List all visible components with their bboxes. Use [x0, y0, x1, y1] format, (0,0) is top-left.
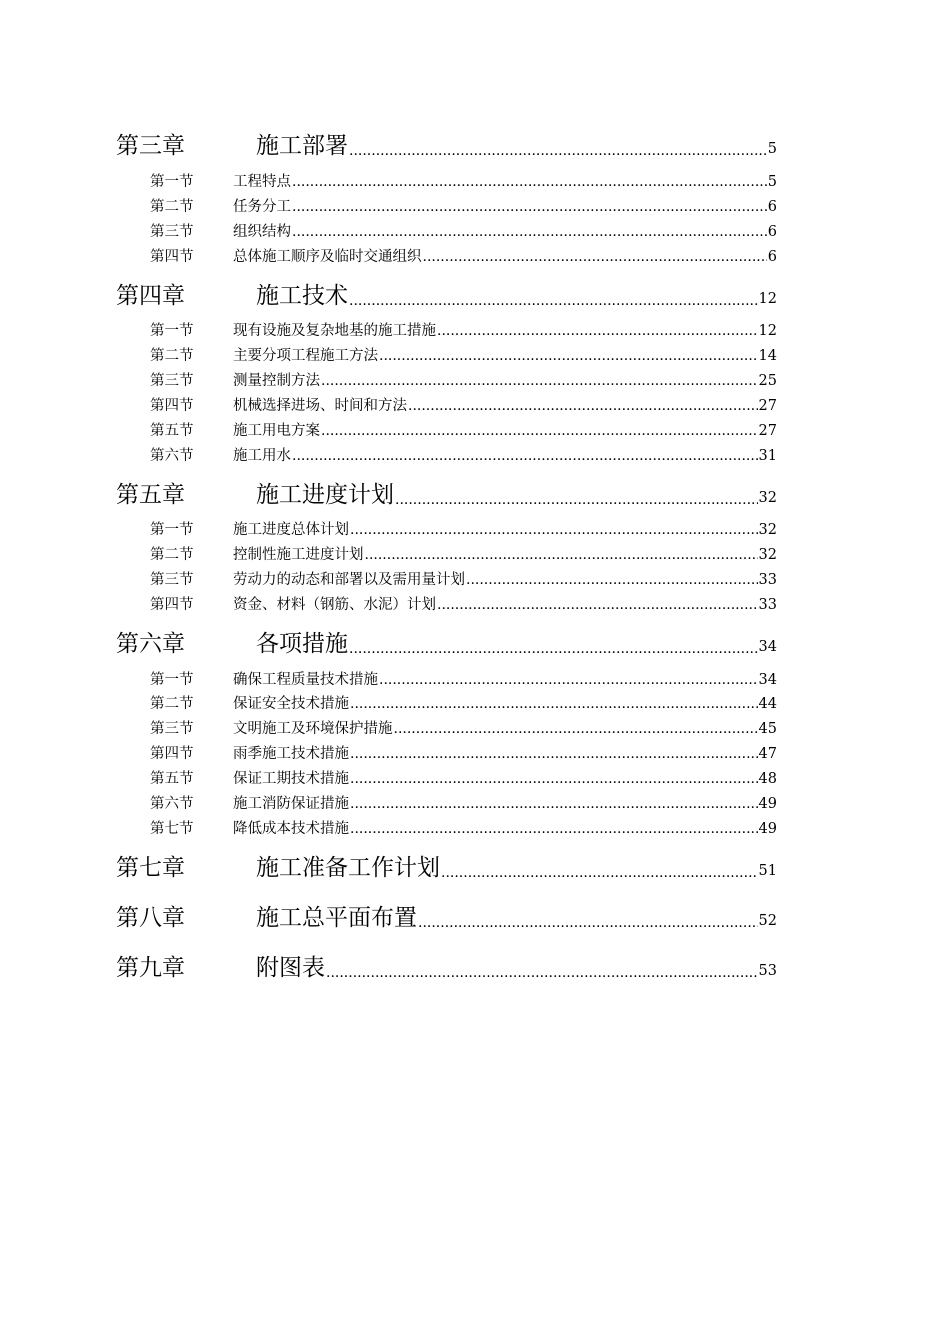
dot-leader — [350, 822, 758, 836]
toc-page-number: 52 — [758, 913, 777, 929]
dot-leader — [441, 866, 758, 880]
toc-number: 第五章 — [116, 482, 185, 508]
toc-section[interactable] — [150, 719, 777, 739]
toc-section[interactable] — [150, 321, 777, 341]
toc-title: 总体施工顺序及临时交通组织 — [233, 249, 422, 265]
toc-number: 第三章 — [116, 133, 185, 159]
toc-page-number: 47 — [758, 746, 777, 762]
toc-number: 第四章 — [116, 283, 185, 309]
toc-section[interactable] — [150, 396, 777, 416]
toc-number: 第二节 — [150, 547, 194, 563]
toc-title: 施工用电方案 — [233, 423, 320, 439]
toc-number: 第六节 — [150, 448, 194, 464]
toc-number: 第一节 — [150, 323, 194, 339]
toc-section[interactable] — [150, 346, 777, 366]
toc-page-number: 49 — [758, 796, 777, 812]
dot-leader — [418, 916, 758, 930]
toc-page-number: 53 — [758, 963, 777, 979]
toc-number: 第八章 — [116, 905, 185, 931]
dot-leader — [365, 548, 758, 562]
dot-leader — [350, 797, 758, 811]
toc-title: 附图表 — [256, 955, 325, 981]
toc-chapter[interactable] — [116, 282, 777, 313]
toc-page-number: 25 — [758, 373, 777, 389]
toc-number: 第三节 — [150, 721, 194, 737]
toc-number: 第一节 — [150, 522, 194, 538]
toc-section[interactable] — [150, 570, 777, 590]
toc-page-number: 34 — [758, 639, 777, 655]
toc-title: 施工消防保证措施 — [233, 796, 349, 812]
toc-title: 任务分工 — [233, 199, 291, 215]
toc-title: 施工技术 — [256, 283, 348, 309]
toc-section[interactable] — [150, 197, 777, 217]
toc-page-number: 12 — [758, 323, 777, 339]
toc-page-number: 31 — [758, 448, 777, 464]
toc-title: 测量控制方法 — [233, 373, 320, 389]
toc-title: 施工用水 — [233, 448, 291, 464]
dot-leader — [408, 399, 758, 413]
toc-title: 各项措施 — [256, 631, 348, 657]
toc-title: 劳动力的动态和部署以及需用量计划 — [233, 572, 465, 588]
toc-page-number: 49 — [758, 821, 777, 837]
toc-number: 第四节 — [150, 746, 194, 762]
toc-chapter[interactable] — [116, 132, 777, 163]
toc-title: 现有设施及复杂地基的施工措施 — [233, 323, 436, 339]
dot-leader — [350, 747, 758, 761]
toc-section[interactable] — [150, 446, 777, 466]
dot-leader — [349, 144, 767, 158]
dot-leader — [423, 250, 767, 264]
toc-page-number: 32 — [758, 547, 777, 563]
toc-title: 资金、材料（钢筋、水泥）计划 — [233, 597, 436, 613]
toc-page-number: 48 — [758, 771, 777, 787]
dot-leader — [349, 642, 758, 656]
toc-page-number: 6 — [767, 224, 777, 240]
dot-leader — [350, 772, 758, 786]
toc-number: 第四节 — [150, 597, 194, 613]
toc-number: 第五节 — [150, 771, 194, 787]
dot-leader — [321, 424, 758, 438]
toc-page-number: 33 — [758, 597, 777, 613]
toc-number: 第五节 — [150, 423, 194, 439]
toc-chapter[interactable] — [116, 904, 777, 935]
toc-page-number: 51 — [758, 863, 777, 879]
dot-leader — [437, 598, 758, 612]
toc-number: 第六节 — [150, 796, 194, 812]
toc-number: 第六章 — [116, 631, 185, 657]
dot-leader — [292, 200, 767, 214]
toc-number: 第二节 — [150, 348, 194, 364]
dot-leader — [292, 175, 767, 189]
toc-section[interactable] — [150, 520, 777, 540]
toc-page-number: 33 — [758, 572, 777, 588]
toc-title: 控制性施工进度计划 — [233, 547, 364, 563]
toc-page-number: 27 — [758, 398, 777, 414]
toc-title: 工程特点 — [233, 174, 291, 190]
dot-leader — [349, 294, 758, 308]
dot-leader — [379, 349, 758, 363]
toc-title: 文明施工及环境保护措施 — [233, 721, 393, 737]
toc-page-number: 6 — [767, 199, 777, 215]
toc-title: 施工进度总体计划 — [233, 522, 349, 538]
dot-leader — [350, 523, 758, 537]
toc-section[interactable] — [150, 744, 777, 764]
toc-page-number: 27 — [758, 423, 777, 439]
toc-section[interactable] — [150, 371, 777, 391]
dot-leader — [379, 673, 758, 687]
toc-title: 保证安全技术措施 — [233, 696, 349, 712]
toc-number: 第三节 — [150, 572, 194, 588]
toc-section[interactable] — [150, 694, 777, 714]
dot-leader — [350, 697, 758, 711]
toc-title: 施工部署 — [256, 133, 348, 159]
toc-chapter[interactable] — [116, 630, 777, 661]
dot-leader — [395, 493, 758, 507]
toc-section[interactable] — [150, 222, 777, 242]
toc-section[interactable] — [150, 247, 777, 267]
toc-page-number: 45 — [758, 721, 777, 737]
toc-title: 施工总平面布置 — [256, 905, 417, 931]
dot-leader — [292, 449, 758, 463]
toc-number: 第二节 — [150, 696, 194, 712]
toc-section[interactable] — [150, 172, 777, 192]
toc-chapter[interactable] — [116, 954, 777, 985]
toc-title: 组织结构 — [233, 224, 291, 240]
toc-section[interactable] — [150, 794, 777, 814]
dot-leader — [326, 966, 758, 980]
toc-number: 第一节 — [150, 174, 194, 190]
toc-page-number: 32 — [758, 522, 777, 538]
dot-leader — [321, 374, 758, 388]
toc-section[interactable] — [150, 545, 777, 565]
toc-title: 降低成本技术措施 — [233, 821, 349, 837]
toc-page-number: 5 — [767, 174, 777, 190]
toc-page-number: 32 — [758, 490, 777, 506]
toc-page-number: 12 — [758, 291, 777, 307]
toc-number: 第四节 — [150, 398, 194, 414]
toc-chapter[interactable] — [116, 481, 777, 512]
toc-section[interactable] — [150, 595, 777, 615]
toc-number: 第三节 — [150, 373, 194, 389]
toc-page-number: 6 — [767, 249, 777, 265]
toc-number: 第九章 — [116, 955, 185, 981]
dot-leader — [292, 225, 767, 239]
dot-leader — [466, 573, 758, 587]
toc-title: 保证工期技术措施 — [233, 771, 349, 787]
toc-title: 确保工程质量技术措施 — [233, 672, 378, 688]
toc-title: 施工进度计划 — [256, 482, 394, 508]
toc-section[interactable] — [150, 769, 777, 789]
toc-chapter[interactable] — [116, 854, 777, 885]
toc-number: 第七章 — [116, 855, 185, 881]
toc-title: 主要分项工程施工方法 — [233, 348, 378, 364]
toc-page-number: 14 — [758, 348, 777, 364]
toc-title: 雨季施工技术措施 — [233, 746, 349, 762]
toc-number: 第七节 — [150, 821, 194, 837]
toc-page-number: 34 — [758, 672, 777, 688]
toc-number: 第二节 — [150, 199, 194, 215]
dot-leader — [437, 324, 758, 338]
toc-page-number: 44 — [758, 696, 777, 712]
dot-leader — [394, 722, 758, 736]
toc-page-number: 5 — [767, 141, 777, 157]
toc-section[interactable] — [150, 819, 777, 839]
toc-number: 第一节 — [150, 672, 194, 688]
toc-section[interactable] — [150, 670, 777, 690]
toc-title: 施工准备工作计划 — [256, 855, 440, 881]
toc-section[interactable] — [150, 421, 777, 441]
toc-number: 第四节 — [150, 249, 194, 265]
toc-number: 第三节 — [150, 224, 194, 240]
toc-title: 机械选择进场、时间和方法 — [233, 398, 407, 414]
